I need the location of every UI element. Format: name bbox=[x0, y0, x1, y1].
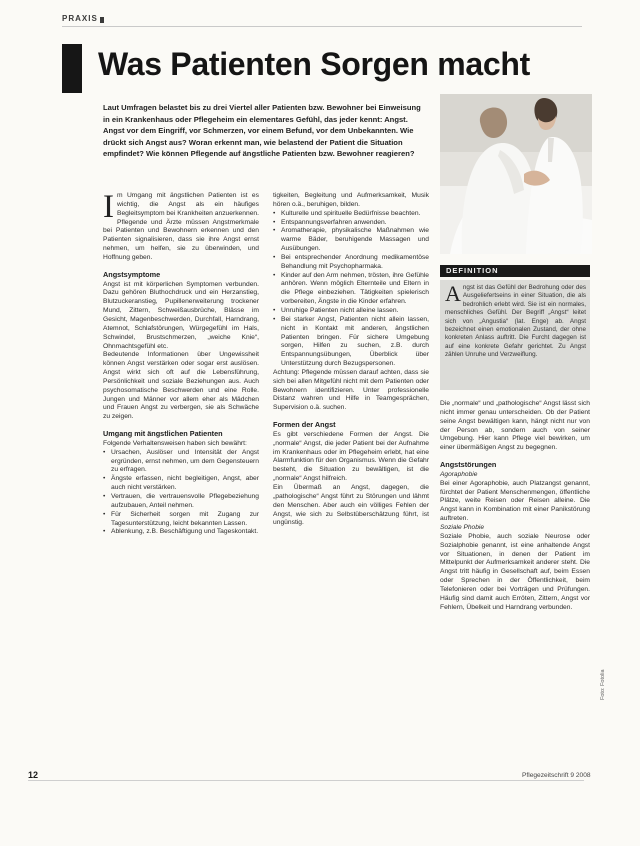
subheading-agoraphobie: Agoraphobie bbox=[440, 470, 478, 478]
list-item: • Für Sicherheit sorgen mit Zugang zur Tagesunterstützung, leicht bekannten Lassen. bbox=[103, 511, 259, 529]
umgang-intro: Folgende Verhaltensweisen haben sich bewährt: bbox=[103, 439, 247, 447]
list-item: • Ursachen, Auslöser und Intensität der Angst ergründen, ernst nehmen, um dem Gegensteuern zu erfragen. bbox=[103, 449, 259, 476]
intro-paragraph bbox=[103, 189, 260, 263]
umgang-list bbox=[103, 449, 259, 537]
nurse-patient-photo bbox=[440, 94, 592, 254]
footer-source: Pflegezeitschrift 9 2008 bbox=[522, 772, 591, 779]
list-item: • Aromatherapie, physikalische Maßnahmen wie warme Bäder, beruhigende Massagen und Ausübungen. bbox=[273, 227, 429, 254]
heading-formen: Formen der Angst bbox=[273, 420, 336, 430]
symptoms-paragraph-2: Bedeutende Informationen über Ungewissheit können Angst verstärken oder sogar erst auslösen. Angst wirkt sich oft auf die Lebensführung, Persönlichkeit und soziale Beziehungen aus. Auch psychosomatische Beschwerden und eine Rolle. Jungen und Männer vor allem eher als Mädchen und Frauen Angst zu verbergen, sie als Schwäche zu zeigen. bbox=[103, 351, 259, 421]
photo-illustration bbox=[440, 94, 592, 254]
section-marker bbox=[100, 17, 104, 23]
achtung-paragraph: Achtung: Pflegende müssen darauf achten, dass sie sich bei allen Mitgefühl nicht mit dem Patienten oder Bewohnern identifizieren. Unter professionelle Distanz wahren und Hilfe in Teamgesprächen, Supervision o.ä. suchen. bbox=[273, 368, 429, 412]
formen-paragraph-2: Ein Übermaß an Angst, dagegen, die „pathologische“ Angst führt zu Störungen und lähmt den Menschen. Aber auch ein völliges Fehlen der Angst, wie sich zu Selbstüberschätzung führt, ist ungünstig. bbox=[273, 484, 429, 527]
symptoms-paragraph: Angst ist mit körperlichen Symptomen verbunden. Dazu gehören Bluthochdruck und ein Herzanstieg, Blutzuckeranstieg, Pupillenerweiterung trockener Mund, Zittern, Schweißausbrüche, Blässe im Gesicht, Magenbeschwerden, Durchfall, Harndrang, Atemnot, Schlafstörungen, Würgegefühl im Hals, Schwindel, Brustschmerzen, „weiche Knie“, Ohnmachtsgefühl etc. bbox=[103, 280, 259, 350]
formen-paragraph: Es gibt verschiedene Formen der Angst. Die „normale“ Angst, die jeder Patient bei der Aufnahme im Krankenhaus oder im Pflegeheim erlebt, hat eine Alarmfunktion für den Organismus. Wenn die Gefahr besteht, die Situation zu bewältigen, ist die „normale“ Angst hilfreich. bbox=[273, 430, 429, 483]
footer-rule bbox=[28, 780, 584, 781]
intro-text: m Umgang mit ängstlichen Patienten ist es wichtig, die Angst als ein häufiges Begleitsymptom bei Krankheiten anzuerkennen. Pflegende und Ärzte müssen Angstmerkmale bei Patienten und Bewohnern erkennen und den Patienten signalisieren, dass sie ihre Angst ernst nehmen, um helfen, sie zu überwinden, und Hoffnung geben. bbox=[103, 192, 260, 261]
photo-credit: Foto: Fotolia bbox=[600, 669, 606, 700]
title-accent-bar bbox=[62, 44, 82, 93]
list-item: • Kulturelle und spirituelle Bedürfnisse beachten. bbox=[273, 210, 429, 219]
list-item: • Bei starker Angst, Patienten nicht allein lassen, nicht in Kontakt mit anderen, ängstlichen Patienten bringen. Für sichere Umgebung sorgen, Hilfen zu suchen, z.B. durch Entspannungsübungen, Überblick über Unterstützung durch Bezugspersonen. bbox=[273, 316, 429, 369]
page-number: 12 bbox=[28, 770, 39, 780]
heading-angststoerungen: Angststörungen bbox=[440, 460, 497, 470]
list-item: • Unruhige Patienten nicht alleine lassen. bbox=[273, 307, 429, 316]
lead-paragraph: Laut Umfragen belastet bis zu drei Viertel aller Patienten bzw. Bewohner bei Einweisung in ein Krankenhaus oder Pflegeheim ein elementares Gefühl, das jeder kennt: Angst. Angst vor dem Eingriff, vor Schmerzen, vor einem Befund, vor dem Unbekannten. Wie drückt sich Angst aus? Woran erkennt man, wie belastend der Patient die Situation empfindet? Wie können Pflegende auf ängstliche Patienten bzw. Bewohner reagieren? bbox=[103, 103, 421, 159]
soziale-phobie-paragraph: Soziale Phobie, auch soziale Neurose oder Sozialphobie genannt, ist eine anhaltende Angst vor Situationen, in denen der Patient im Mittelpunkt der Aufmerksamkeit anderer steht. Die Angst tritt häufig in Gesellschaft auf, beim Essen oder Sprechen in der Öffentlichkeit, beim Telefonieren oder bei Vorträgen und Prüfungen. Häufig sind damit auch Erröten, Zittern, Angst vor Fehlern, Übelkeit und Harndrang verbunden. bbox=[440, 532, 590, 611]
definition-dropcap: A bbox=[445, 281, 461, 306]
column-1 bbox=[103, 189, 260, 537]
list-item: • Ängste erfassen, nicht begleitigen, Angst, aber auch nicht verstärken. bbox=[103, 475, 259, 493]
column-3 bbox=[440, 400, 590, 612]
column-3-intro: Die „normale“ und „pathologische“ Angst lässt sich nicht immer genau unterscheiden. Ob der Patient seine Angst bewältigen kann, hängt nicht nur von der Person ab, sondern auch von seiner Umgebung. Hier kann Pflege viel bewirken, um einer übermäßigen Angst zu begegnen. bbox=[440, 400, 590, 452]
agoraphobie-paragraph: Bei einer Agoraphobie, auch Platzangst genannt, fürchtet der Patient Menschenmengen, öffentliche Plätze, weite Reisen oder Reisen alleine. Die Angst kann in Kombination mit einer Panikstörung auftreten. bbox=[440, 479, 590, 523]
list-item: • Entspannungsverfahren anwenden. bbox=[273, 219, 429, 228]
subheading-soziale-phobie: Soziale Phobie bbox=[440, 523, 484, 531]
list-item: • Kinder auf den Arm nehmen, trösten, ihre Gefühle anhören. Wenn möglich Elternteile und Eltern in die Pflege einbeziehen. Tätigkeiten spielerisch vorbereiten, Ängste in die Kinder erfahren. bbox=[273, 272, 429, 307]
list-item: • Bei entsprechender Anordnung medikamentöse Behandlung mit Psychopharmaka. bbox=[273, 254, 429, 272]
column-2 bbox=[273, 192, 429, 528]
section-label: PRAXIS bbox=[62, 14, 98, 23]
definition-text: ngst ist das Gefühl der Bedrohung oder des Ausgeliefertseins in einer Situation, die als bedrohlich erlebt wird. Sie ist ein normales, menschliches Gefühl. Der Begriff „Angst“ leitet sich von „Angustia“ (lat. Enge) ab. Angst bezeichnet einen emotionalen Zustand, der ohne konkreten Anlass auftritt. Die Furcht dagegen ist auf eine konkrete Gefahr gerichtet. Zu Angst zählen Unruhe und Verzweiflung. bbox=[445, 284, 586, 359]
heading-umgang: Umgang mit ängstlichen Patienten bbox=[103, 429, 223, 439]
list-item: • Vertrauen, die vertrauensvolle Pflegebeziehung aufzubauen, Anteil nehmen. bbox=[103, 493, 259, 511]
measures-list bbox=[273, 210, 429, 369]
heading-angstsymptome: Angstsymptome bbox=[103, 269, 161, 279]
header-rule bbox=[62, 14, 582, 27]
list-item: • Ablenkung, z.B. Beschäftigung und Tageskontakt. bbox=[103, 528, 259, 537]
definition-box bbox=[440, 280, 590, 390]
definition-label: DEFINITION bbox=[440, 265, 590, 277]
intro-dropcap: I bbox=[103, 189, 114, 225]
page-title: Was Patienten Sorgen macht bbox=[98, 46, 530, 82]
column-2-continuation: tigkeiten, Begleitung und Aufmerksamkeit, Musik hören o.ä., beruhigen, bilden. bbox=[273, 192, 429, 208]
